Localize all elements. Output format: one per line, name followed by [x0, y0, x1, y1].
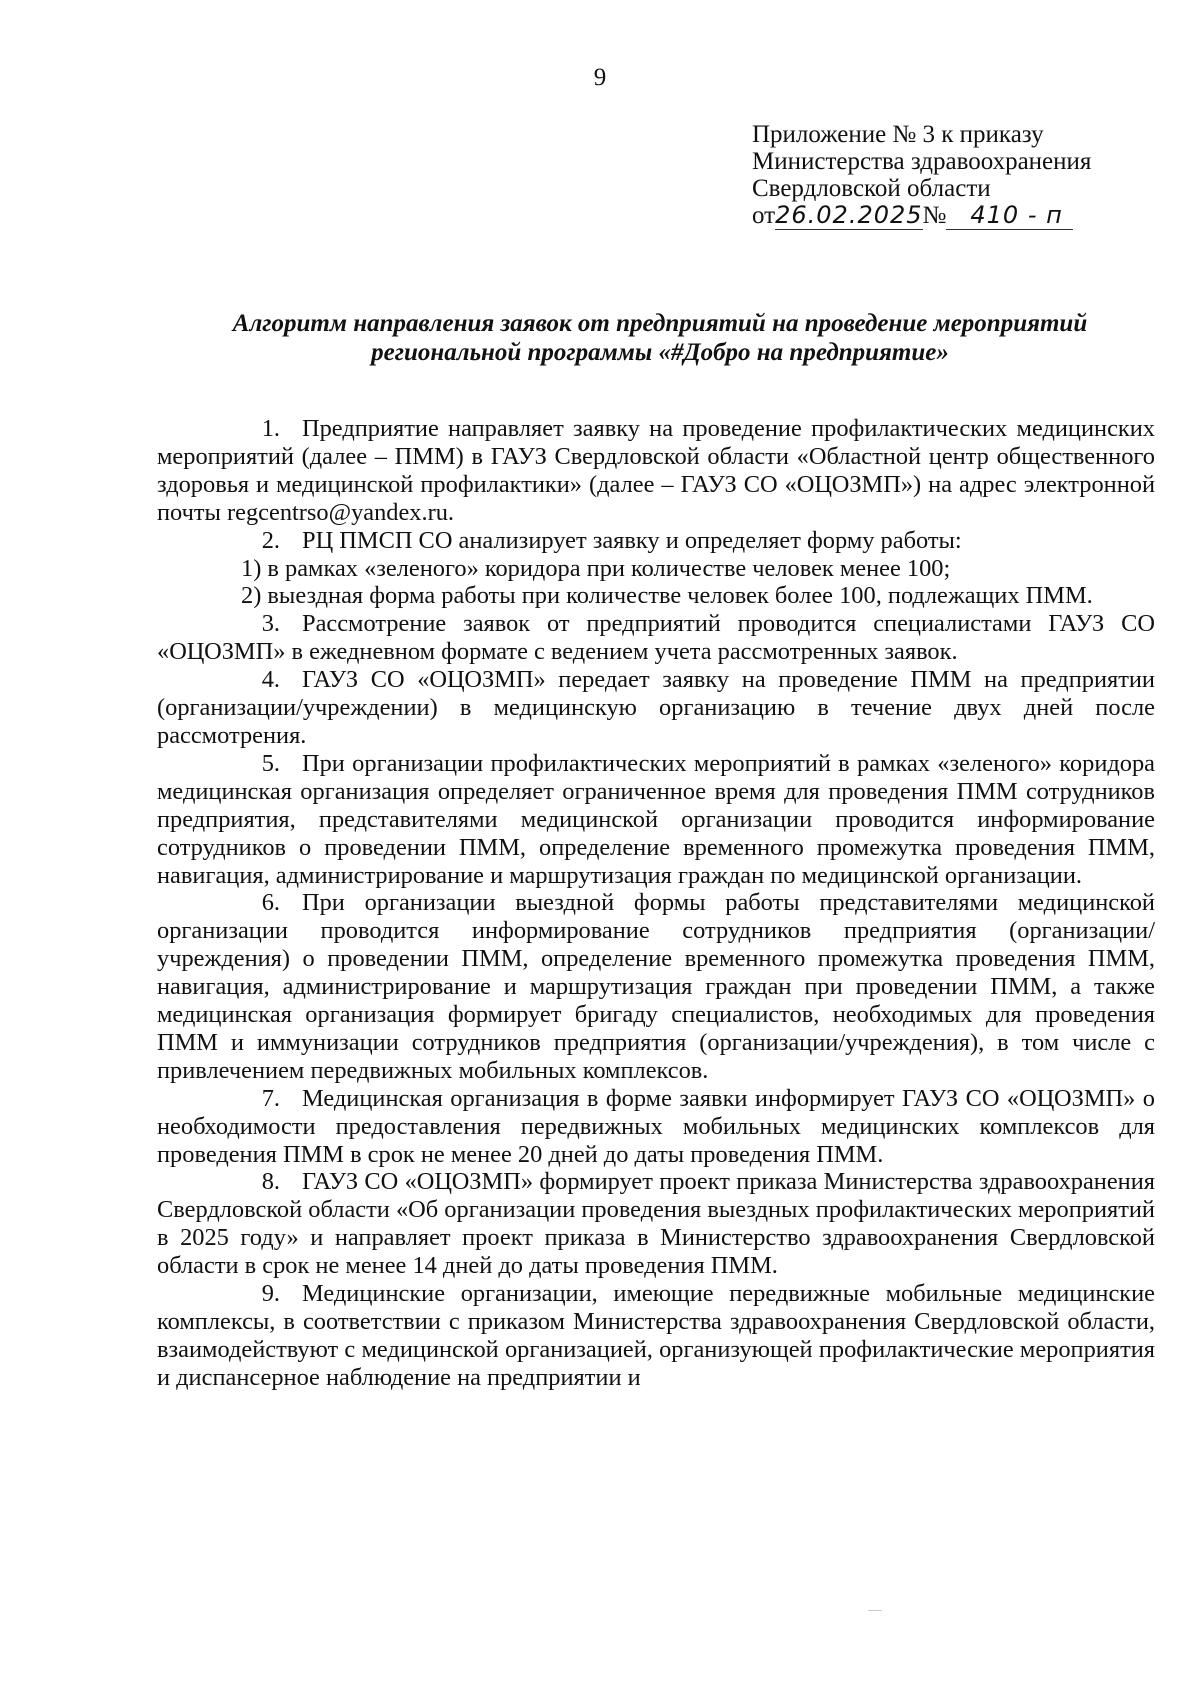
list-item	[157, 610, 1155, 666]
item-text: ГАУЗ СО «ОЦОЗМП» передает заявку на проведение ПММ на предприятии (организации/учреждении) в медицинскую организацию в течение двух дней после рассмотрения.	[157, 666, 1155, 749]
list-item	[157, 889, 1155, 1084]
item-number: 2.	[261, 526, 280, 554]
item-number: 8.	[261, 1168, 280, 1196]
item-number: 7.	[261, 1084, 280, 1112]
item-number: 5.	[261, 749, 280, 777]
list-item	[157, 1085, 1155, 1169]
document-body	[157, 415, 1155, 1392]
annex-line-3: Свердловской области	[752, 175, 991, 202]
annex-line-1: Приложение № 3 к приказу	[752, 121, 1044, 148]
item-number: 6.	[261, 889, 280, 917]
item-text: Медицинская организация в форме заявки информирует ГАУЗ СО «ОЦОЗМП» о необходимости предоставления передвижных мобильных медицинских комплексов для проведения ПММ в срок не менее 20 дней до даты проведения ПММ.	[157, 1084, 1155, 1168]
item-text: ГАУЗ СО «ОЦОЗМП» формирует проект приказа Министерства здравоохранения Свердловской области «Об организации проведения выездных профилактических мероприятий в 2025 году» и направляет проект приказа в Министерство здравоохранения Свердловской области в срок не менее 14 дней до даты проведения ПММ.	[157, 1168, 1155, 1280]
item-text: Предприятие направляет заявку на проведение профилактических медицинских мероприятий (далее – ПММ) в ГАУЗ Свердловской области «Областной центр общественного здоровья и медицинской профилактики» (далее – ГАУЗ СО «ОЦОЗМП») на адрес электронной почты regcentrso@yandex.ru.	[157, 415, 1155, 526]
annex-header	[752, 121, 1152, 230]
item-text: Рассмотрение заявок от предприятий проводится специалистами ГАУЗ СО «ОЦОЗМП» в ежедневном формате с ведением учета рассмотренных заявок.	[157, 610, 1155, 666]
handwritten-number: 410 - п	[946, 202, 1072, 230]
item-number: 3.	[261, 610, 280, 638]
annex-line-2: Министерства здравоохранения	[752, 148, 1092, 175]
page-number: 9	[593, 64, 607, 91]
item-number: 9.	[261, 1280, 280, 1308]
sub-item: 1) в рамках «зеленого» коридора при количестве человек менее 100;	[241, 554, 951, 582]
document-title	[160, 309, 1160, 367]
item-text: РЦ ПМСП СО анализирует заявку и определяет форму работы:	[302, 526, 962, 554]
sub-item: 2) выездная форма работы при количестве человек более 100, подлежащих ПММ.	[241, 582, 1093, 610]
scan-artifact	[868, 1610, 882, 1611]
number-label: №	[922, 202, 947, 229]
item-text: При организации выездной формы работы представителями медицинской организации проводится информирование сотрудников предприятия (организации/учреждения) о проведении ПММ, определение временного промежутка проведения ПММ, навигация, администрирование и маршрутизация граждан при проведении ПММ, а также медицинская организация формирует бригаду специалистов, необходимых для проведения ПММ и иммунизации сотрудников предприятия (организации/учреждения), в том числе с привлечением передвижных мобильных комплексов.	[157, 889, 1155, 1084]
handwritten-date: 26.02.2025	[775, 201, 923, 229]
list-item	[157, 750, 1155, 890]
list-item	[157, 666, 1155, 750]
list-item	[157, 415, 1155, 527]
item-number: 1.	[261, 415, 280, 442]
annex-date-number-line	[752, 202, 1152, 230]
item-text: Медицинские организации, имеющие передвижные мобильные медицинские комплексы, в соответствии с приказом Министерства здравоохранения Свердловской области, взаимодействуют с медицинской организацией, организующей профилактические мероприятия и диспансерное наблюдение на предприятии и	[157, 1280, 1155, 1391]
title-line-1: Алгоритм направления заявок от предприятий на проведение мероприятий	[232, 310, 1088, 337]
list-item	[157, 1280, 1155, 1392]
item-number: 4.	[261, 666, 280, 694]
list-item	[157, 1168, 1155, 1280]
list-item	[157, 527, 1155, 555]
from-label: от	[752, 202, 776, 229]
title-line-2: региональной программы «#Добро на предприятие»	[371, 339, 949, 366]
item-text: При организации профилактических мероприятий в рамках «зеленого» коридора медицинская организация определяет ограниченное время для проведения ПММ сотрудников предприятия, представителями медицинской организации проводится информирование сотрудников о проведении ПММ, определение временного промежутка проведения ПММ, навигация, администрирование и маршрутизация граждан по медицинской организации.	[157, 749, 1155, 889]
